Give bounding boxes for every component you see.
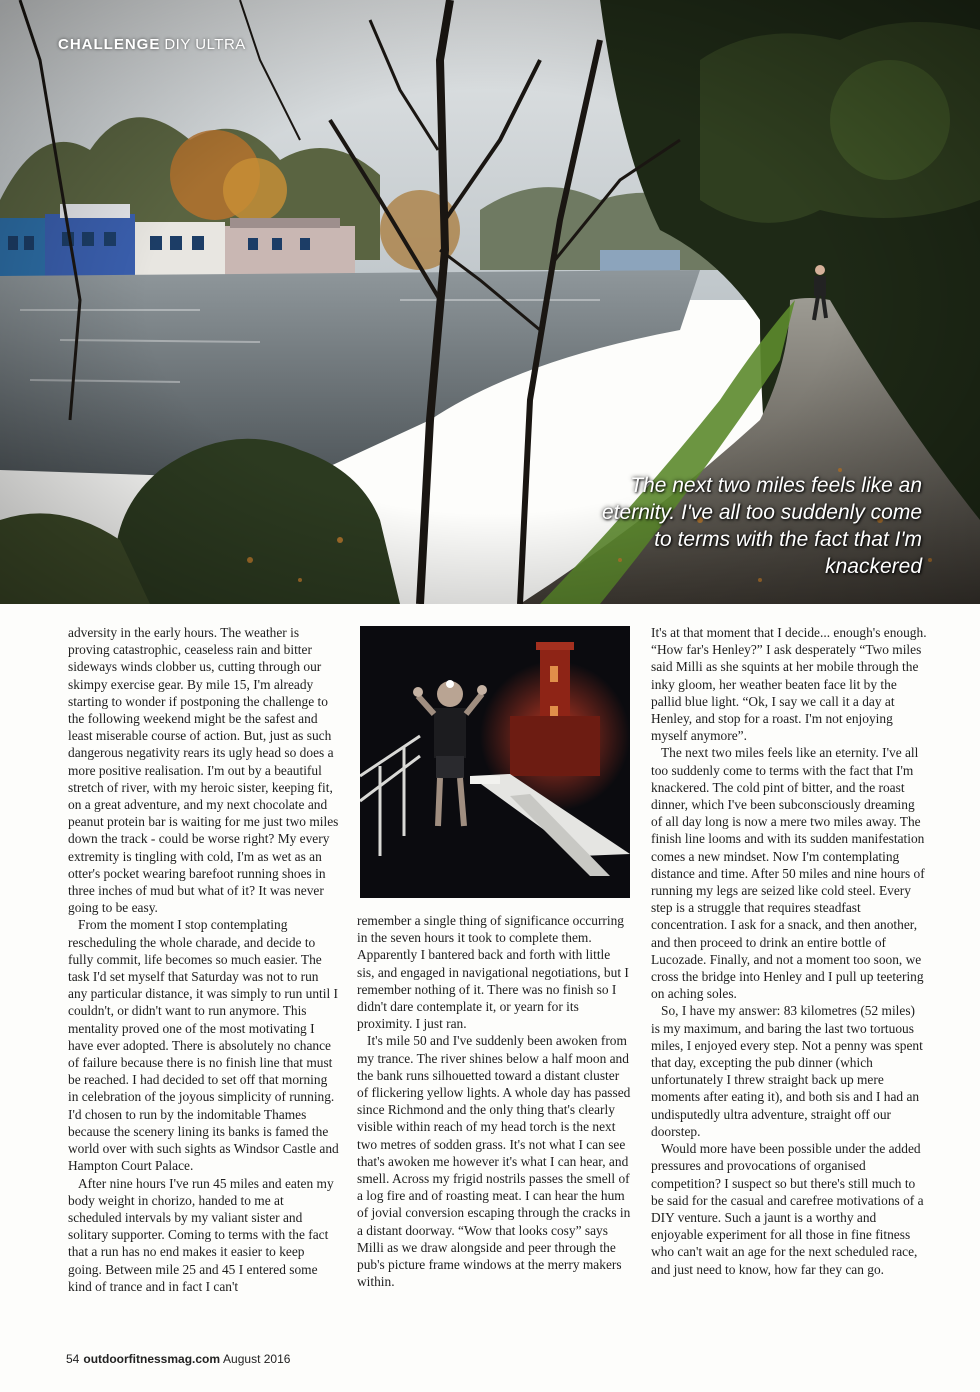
page-footer	[66, 1352, 290, 1366]
website-url[interactable]: outdoorfitnessmag.com	[83, 1352, 221, 1366]
page-number: 54	[66, 1352, 80, 1366]
issue-date: August 2016	[223, 1352, 291, 1366]
section-name: CHALLENGE	[58, 36, 161, 53]
night-runner-photo	[360, 626, 630, 898]
paragraph: From the moment I stop contemplating rescheduling the whole charade, and decide to fully commit, life becomes so much easier. The task I'd set myself that Saturday was not to run any particular distance, it was simply to run until I couldn't, or didn't want to run anymore. This mentality proved one of the most motivating I have ever adopted. There is absolutely no chance of failure because there is no finish line that must be reached. I had decided to set off that morning in celebration of the joyous simplicity of running. I'd chosen to run by the indomitable Thames because the scenery lining its banks is famed the world over with such sights as Windsor Castle and Hampton Court Palace.	[68, 917, 339, 1174]
paragraph: Would more have been possible under the added pressures and provocations of organised competition? I suspect so but there's still much to be said for the casual and carefree motivations of a DIY venture. Such a jaunt is a worthy and enjoyable experiment for all those in fine fitness who can't wait an age for the next scheduled race, and just need to know, how far they can go.	[651, 1141, 924, 1277]
subsection-name: DIY ULTRA	[164, 36, 246, 53]
pullquote: The next two miles feels like an eternity. I've all too suddenly come to terms with the fact that I'm knackered	[602, 474, 922, 578]
paragraph: So, I have my answer: 83 kilometres (52 miles) is my maximum, and baring the last two tortuous miles, I enjoyed every step. Not a penny was spent that day, excepting the pub dinner (which unfortunately I threw straight back up mere moments after eating it), and both sis and I had an undisputedly ultra adventure, straight off our doorstep.	[651, 1003, 923, 1139]
paragraph: It's at that moment that I decide... enough's enough. “How far's Henley?” I ask desperately “Two miles said Milli as she squints at her mobile through the inky gloom, her weather beaten face lit by the pallid blue light. “Ok, I say we call it a day at Henley, and stop for a roast. I'm not enjoying myself anymore”.	[651, 625, 927, 744]
paragraph: adversity in the early hours. The weather is proving catastrophic, ceaseless rain and bitter sideways winds clobber us, cutting through our skimpy exercise gear. By mile 15, I'm already starting to wonder if postponing the challenge to the following weekend might be the safest and least miserable course of action. But, just as such dangerous negativity rears its ugly head so does a more positive realisation. I'm out by a beautiful stretch of river, with my heroic sister, keeping fit, on a great adventure, and my next chocolate and peanut protein bar is waiting for me just two miles down the track - could be worse right? My every extremity is tingling with cold, I'm as wet as an otter's pocket wearing barefoot running shoes in three inches of mud but what of it? It was never going to be easy.	[68, 625, 339, 916]
paragraph: It's mile 50 and I've suddenly been awoken from my trance. The river shines below a half moon and the bank runs silhouetted toward a distant cluster of flickering yellow lights. A whole day has passed since Richmond and the only thing that's clearly visible within reach of my head torch is the next two metres of sodden grass. It's not what I can see that's awoken me however it's what I can hear, and smell. Across my frigid nostrils passes the smell of a log fire and of roasting meat. I can hear the hum of jovial conversion escaping through the cracks in a distant doorway. “Wow that looks cosy” says Milli as we draw alongside and peer through the pub's picture frame windows at the merry makers within.	[357, 1033, 631, 1290]
hero-photo	[0, 0, 980, 604]
paragraph: The next two miles feels like an eternity. I've all too suddenly come to terms with the fact that I'm knackered. The cold pint of bitter, and the roast dinner, which I've been subconsciously dreaming of all day long is now a mere two miles away. The finish line looms and with its sudden manifestation comes a new mindset. Now I'm contemplating distance and time. After 50 miles and nine hours of running my legs are seized like cold steel. Every step is a struggle that requires steadfast concentration. I ask for a snack, and then another, and then proceed to drink an entire bottle of Lucozade. Finally, and not a moment too soon, we cross the bridge into Henley and I pull up teetering on aching soles.	[651, 745, 925, 1002]
article-column-2	[357, 912, 631, 1290]
night-inset-photo	[360, 626, 630, 898]
paragraph: remember a single thing of significance occurring in the seven hours it took to complete them. Apparently I bantered back and forth with little sis, and engaged in navigational negotiations, but I remember nothing of it. There was no finish so I didn't dare contemplate it, or yearn for its proximity. I just ran.	[357, 913, 629, 1032]
section-label	[58, 36, 246, 53]
article-column-1	[68, 624, 340, 1295]
paragraph: After nine hours I've run 45 miles and eaten my body weight in chorizo, handed to me at scheduled intervals by my valiant sister and solitary supporter. Coming to terms with the fact that a run has no end makes it easier to keep going. Between mile 25 and 45 I entered some kind of trance and in fact I can't	[68, 1175, 334, 1294]
article-column-3	[651, 624, 927, 1278]
